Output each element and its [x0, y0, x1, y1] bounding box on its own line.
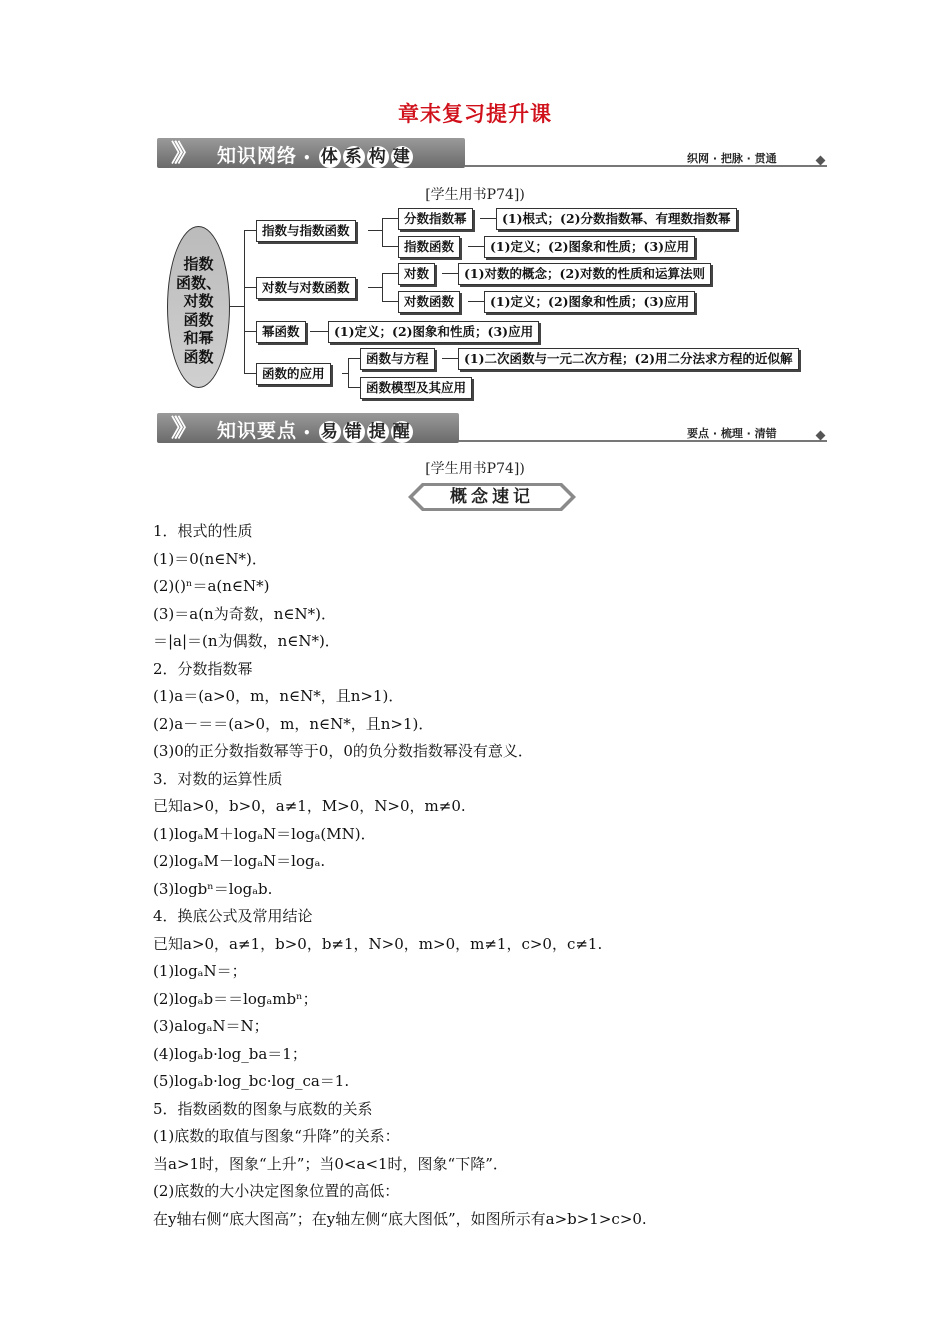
section-banner-knowledge-network: 》》 知识网络 • 体 系 构 建 织网 · 把脉 · 贯通 [157, 138, 827, 168]
banner-subtitle: 织网 · 把脉 · 贯通 [687, 152, 777, 165]
source-reference: [学生用书P74]) [425, 187, 525, 203]
text-line: (1)＝0(n∈N*)． [153, 549, 267, 568]
text-line: 2．分数指数幂 [153, 659, 253, 678]
section-banner-key-points: 》》 知识要点 • 易 错 提 醒 要点 · 梳理 · 清错 [157, 413, 827, 443]
text-line: 在y轴右侧“底大图高”；在y轴左侧“底大图低”，如图所示有a>b>1>c>0. [153, 1209, 647, 1228]
body-text [153, 518, 853, 1233]
text-line: (2)a－＝＝(a>0，m，n∈N*，且n>1)． [153, 714, 434, 733]
mindmap-detail: (1)二次函数与一元二次方程；(2)用二分法求方程的近似解 [458, 348, 799, 370]
mindmap-node: 函数模型及其应用 [360, 377, 472, 399]
text-line: (2)logₐM－logₐN＝logₐ. [153, 852, 326, 870]
mindmap-node: 分数指数幂 [398, 208, 473, 230]
banner-heading: 知识要点 [217, 420, 298, 442]
text-line: (3)alogₐN＝N； [153, 1017, 269, 1035]
text-line: 1．根式的性质 [153, 522, 253, 540]
mindmap-detail: (1)对数的概念；(2)对数的性质和运算法则 [458, 263, 711, 285]
chevron-icon: 》》 [171, 414, 189, 442]
text-line: (1)logₐN＝； [153, 962, 247, 980]
banner-pill: 错 [344, 422, 363, 442]
banner-pill: 系 [344, 147, 363, 167]
text-line: 已知a>0，a≠1，b>0，b≠1，N>0，m>0，m≠1，c>0，c≠1. [153, 934, 603, 953]
mindmap-node: 对数函数 [398, 291, 460, 313]
text-line: (2)()ⁿ＝a(n∈N*) [153, 577, 270, 595]
mindmap-node: 函数的应用 [256, 363, 331, 385]
mindmap-node: 指数与指数函数 [256, 220, 356, 242]
text-line: 当a>1时，图象“上升”；当0<a<1时，图象“下降”． [153, 1154, 508, 1173]
concept-label: 概念速记 [408, 483, 576, 511]
text-line: (3)＝a(n为奇数，n∈N*)． [153, 604, 336, 623]
page-title: 章末复习提升课 [398, 102, 552, 126]
mindmap-detail: (1)定义；(2)图象和性质；(3)应用 [484, 291, 695, 313]
text-line: (2)底数的大小决定图象位置的高低： [153, 1182, 400, 1200]
text-line: (1)底数的取值与图象“升降”的关系： [153, 1127, 400, 1145]
mindmap-node: 幂函数 [256, 321, 306, 343]
mindmap-center: 指数 函数、 对数 函数 和幂 函数 [167, 226, 230, 388]
banner-pill: 构 [368, 147, 387, 167]
mindmap-detail: (1)定义；(2)图象和性质；(3)应用 [328, 321, 539, 343]
banner-heading: 知识网络 [217, 145, 298, 167]
banner-pill: 醒 [392, 422, 411, 442]
diamond-icon [816, 431, 826, 441]
text-line: 4．换底公式及常用结论 [153, 907, 313, 925]
banner-pill: 易 [320, 422, 339, 442]
text-line: (3)0的正分数指数幂等于0，0的负分数指数幂没有意义． [153, 742, 533, 760]
text-line: (1)logₐM＋logₐN＝logₐ(MN)． [153, 824, 376, 843]
banner-pill: 提 [368, 422, 387, 442]
text-line: (2)logₐb＝＝logₐmbⁿ； [153, 989, 318, 1008]
banner-pill: 体 [320, 147, 339, 167]
text-line: (4)logₐb·log_ba＝1； [153, 1044, 307, 1063]
source-reference: [学生用书P74]) [425, 461, 525, 477]
text-line: 5．指数函数的图象与底数的关系 [153, 1099, 373, 1118]
text-line: 3．对数的运算性质 [153, 769, 283, 788]
diamond-icon [816, 156, 826, 166]
mindmap-node: 对数 [398, 263, 435, 285]
text-line: 已知a>0，b>0，a≠1，M>0，N>0，m≠0. [153, 797, 466, 815]
text-line: ＝|a|＝(n为偶数，n∈N*)． [153, 632, 340, 650]
mindmap-node: 函数与方程 [360, 348, 435, 370]
mindmap-detail: (1)定义；(2)图象和性质；(3)应用 [484, 236, 695, 258]
text-line: (5)logₐb·log_bc·log_ca＝1. [153, 1072, 350, 1090]
text-line: (1)a＝(a>0，m，n∈N*，且n>1)． [153, 687, 404, 705]
banner-subtitle: 要点 · 梳理 · 清错 [687, 427, 777, 440]
mindmap-detail: (1)根式；(2)分数指数幂、有理数指数幂 [496, 208, 737, 230]
mindmap-node: 对数与对数函数 [256, 277, 356, 299]
mindmap-node: 指数函数 [398, 236, 460, 258]
banner-pill: 建 [392, 147, 411, 167]
text-line: (3)logbⁿ＝logₐb. [153, 879, 273, 898]
chevron-icon: 》》 [171, 139, 189, 167]
